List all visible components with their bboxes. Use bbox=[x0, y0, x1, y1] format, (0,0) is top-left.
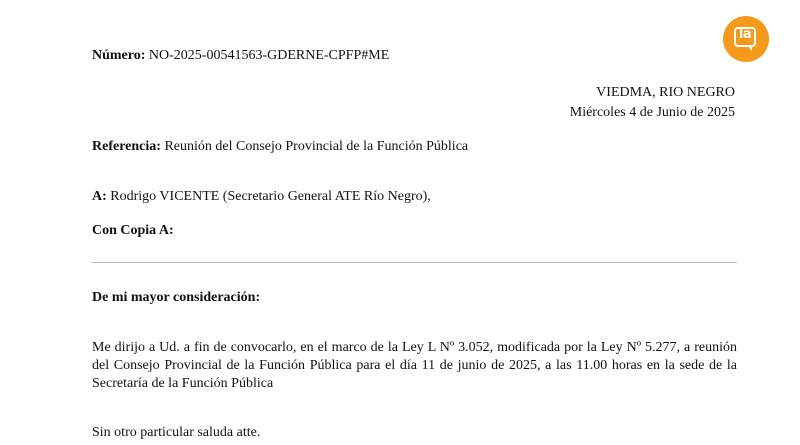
reference-value: Reunión del Consejo Provincial de la Función Pública bbox=[164, 139, 469, 154]
logo-text: la bbox=[738, 27, 752, 42]
document-number-value: NO-2025-00541563-GDERNE-CPFP#ME bbox=[148, 48, 390, 63]
reference-label: Referencia: bbox=[92, 139, 161, 154]
reference-line bbox=[92, 138, 468, 156]
document-date: Miércoles 4 de Junio de 2025 bbox=[569, 105, 735, 120]
recipient-value: Rodrigo VICENTE (Secretario General ATE Río Negro), bbox=[110, 189, 431, 204]
brand-logo[interactable] bbox=[723, 16, 769, 62]
cc-label: Con Copia A: bbox=[92, 223, 174, 238]
greeting: De mi mayor consideración: bbox=[92, 290, 261, 305]
recipient-line bbox=[92, 188, 431, 206]
document-place: VIEDMA, RIO NEGRO bbox=[596, 85, 735, 100]
document-number bbox=[92, 47, 389, 65]
body-paragraph: Me dirijo a Ud. a fin de convocarlo, en el marco de la Ley L Nº 3.052, modificada por la Ley Nº 5.277, a reunión del Consejo Provincial de la Función Pública para el día 11 de junio de 2025, a las 11.00 horas en la sede de la Secretaría de la Función Pública bbox=[92, 340, 737, 391]
recipient-label: A: bbox=[92, 189, 107, 204]
section-divider bbox=[92, 262, 737, 263]
closing-line: Sin otro particular saluda atte. bbox=[92, 425, 261, 440]
document-number-label: Número: bbox=[92, 48, 146, 63]
